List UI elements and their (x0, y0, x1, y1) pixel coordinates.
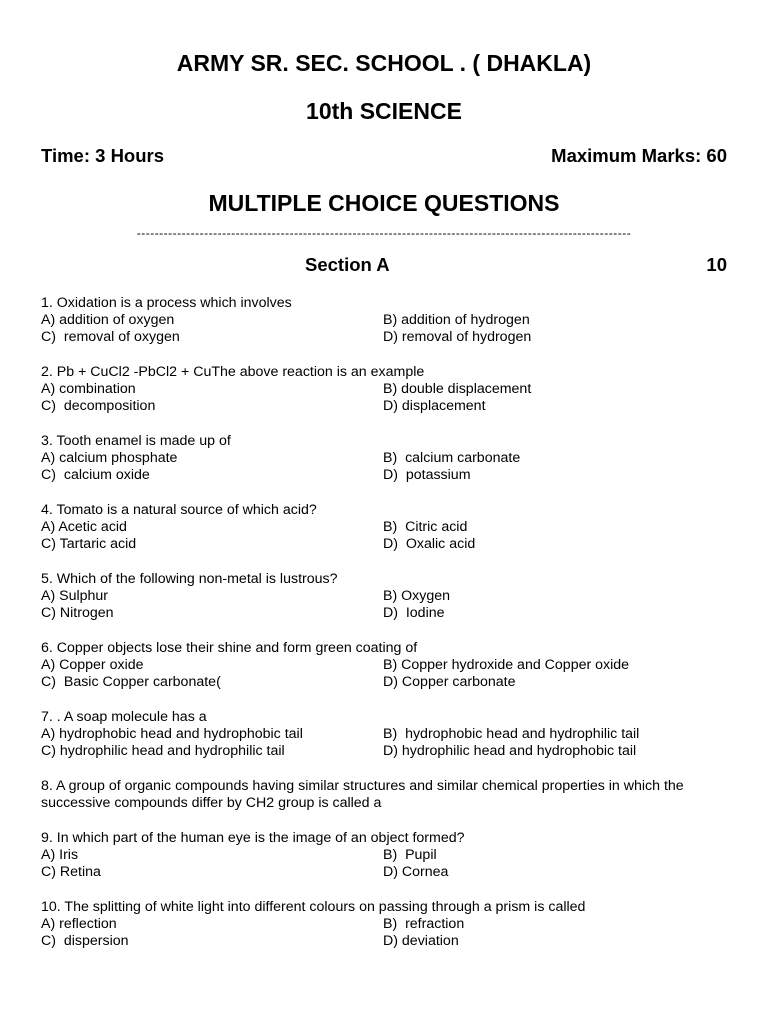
option-d: D) displacement (383, 398, 486, 414)
option-c: C) removal of oxygen (41, 329, 180, 345)
option-a: A) hydrophobic head and hydrophobic tail (41, 726, 303, 742)
question-text: 4. Tomato is a natural source of which acid? (41, 502, 317, 518)
option-b: B) Oxygen (383, 588, 451, 604)
option-b: B) double displacement (383, 381, 532, 397)
option-c: C) dispersion (41, 933, 129, 949)
question-3 (41, 433, 731, 484)
option-b: B) hydrophobic head and hydrophilic tail (383, 726, 640, 742)
question-7 (41, 709, 731, 760)
option-d: D) hydrophilic head and hydrophobic tail (383, 743, 637, 759)
option-b: B) refraction (383, 916, 465, 932)
option-a: A) calcium phosphate (41, 450, 178, 466)
question-text: 8. A group of organic compounds having similar structures and similar chemical properties in which the successive compounds differ by CH2 group is called a (41, 778, 684, 811)
section-name: Section A (305, 254, 390, 275)
option-d: D) potassium (383, 467, 471, 483)
option-a: A) Sulphur (41, 588, 109, 604)
option-b: B) Copper hydroxide and Copper oxide (383, 657, 630, 673)
option-c: C) Nitrogen (41, 605, 114, 621)
maximum-marks: Maximum Marks: 60 (551, 145, 727, 166)
school-name: ARMY SR. SEC. SCHOOL . ( DHAKLA) (176, 50, 592, 76)
option-d: D) Copper carbonate (383, 674, 516, 690)
question-1 (41, 295, 731, 346)
section-marks: 10 (706, 254, 727, 275)
option-a: A) Acetic acid (41, 519, 127, 535)
option-d: D) Oxalic acid (383, 536, 476, 552)
question-text: 1. Oxidation is a process which involves (41, 295, 292, 311)
option-c: C) calcium oxide (41, 467, 150, 483)
question-4 (41, 502, 731, 553)
option-a: A) combination (41, 381, 136, 397)
question-text: 5. Which of the following non-metal is lustrous? (41, 571, 338, 587)
option-d: D) deviation (383, 933, 459, 949)
exam-time: Time: 3 Hours (41, 145, 165, 166)
option-b: B) calcium carbonate (383, 450, 521, 466)
question-text: 3. Tooth enamel is made up of (41, 433, 231, 449)
option-c: C) decomposition (41, 398, 156, 414)
question-8 (41, 778, 731, 812)
option-a: A) addition of oxygen (41, 312, 175, 328)
option-a: A) Iris (41, 847, 79, 863)
option-b: B) Citric acid (383, 519, 468, 535)
option-c: C) Basic Copper carbonate( (41, 674, 221, 690)
option-d: D) Cornea (383, 864, 449, 880)
option-a: A) reflection (41, 916, 117, 932)
section-heading-mcq: MULTIPLE CHOICE QUESTIONS (208, 190, 560, 216)
option-d: D) Iodine (383, 605, 445, 621)
option-c: C) Tartaric acid (41, 536, 137, 552)
question-text: 6. Copper objects lose their shine and form green coating of (41, 640, 418, 656)
option-b: B) addition of hydrogen (383, 312, 530, 328)
question-text: 10. The splitting of white light into different colours on passing through a prism is called (41, 899, 586, 915)
option-a: A) Copper oxide (41, 657, 144, 673)
option-b: B) Pupil (383, 847, 437, 863)
option-c: C) Retina (41, 864, 101, 880)
question-text: 9. In which part of the human eye is the image of an object formed? (41, 830, 465, 846)
question-6 (41, 640, 731, 691)
question-text: 2. Pb + CuCl2 -PbCl2 + CuThe above reaction is an example (41, 364, 425, 380)
question-10 (41, 899, 731, 950)
option-c: C) hydrophilic head and hydrophilic tail (41, 743, 285, 759)
question-2 (41, 364, 731, 415)
subject-title: 10th SCIENCE (306, 98, 462, 124)
question-text: 7. . A soap molecule has a (41, 709, 207, 725)
question-5 (41, 571, 731, 622)
option-d: D) removal of hydrogen (383, 329, 532, 345)
dashed-divider: -------------------------------------------------------------------------------------------------------------- (136, 226, 632, 240)
question-9 (41, 830, 731, 881)
question-list (41, 295, 731, 968)
